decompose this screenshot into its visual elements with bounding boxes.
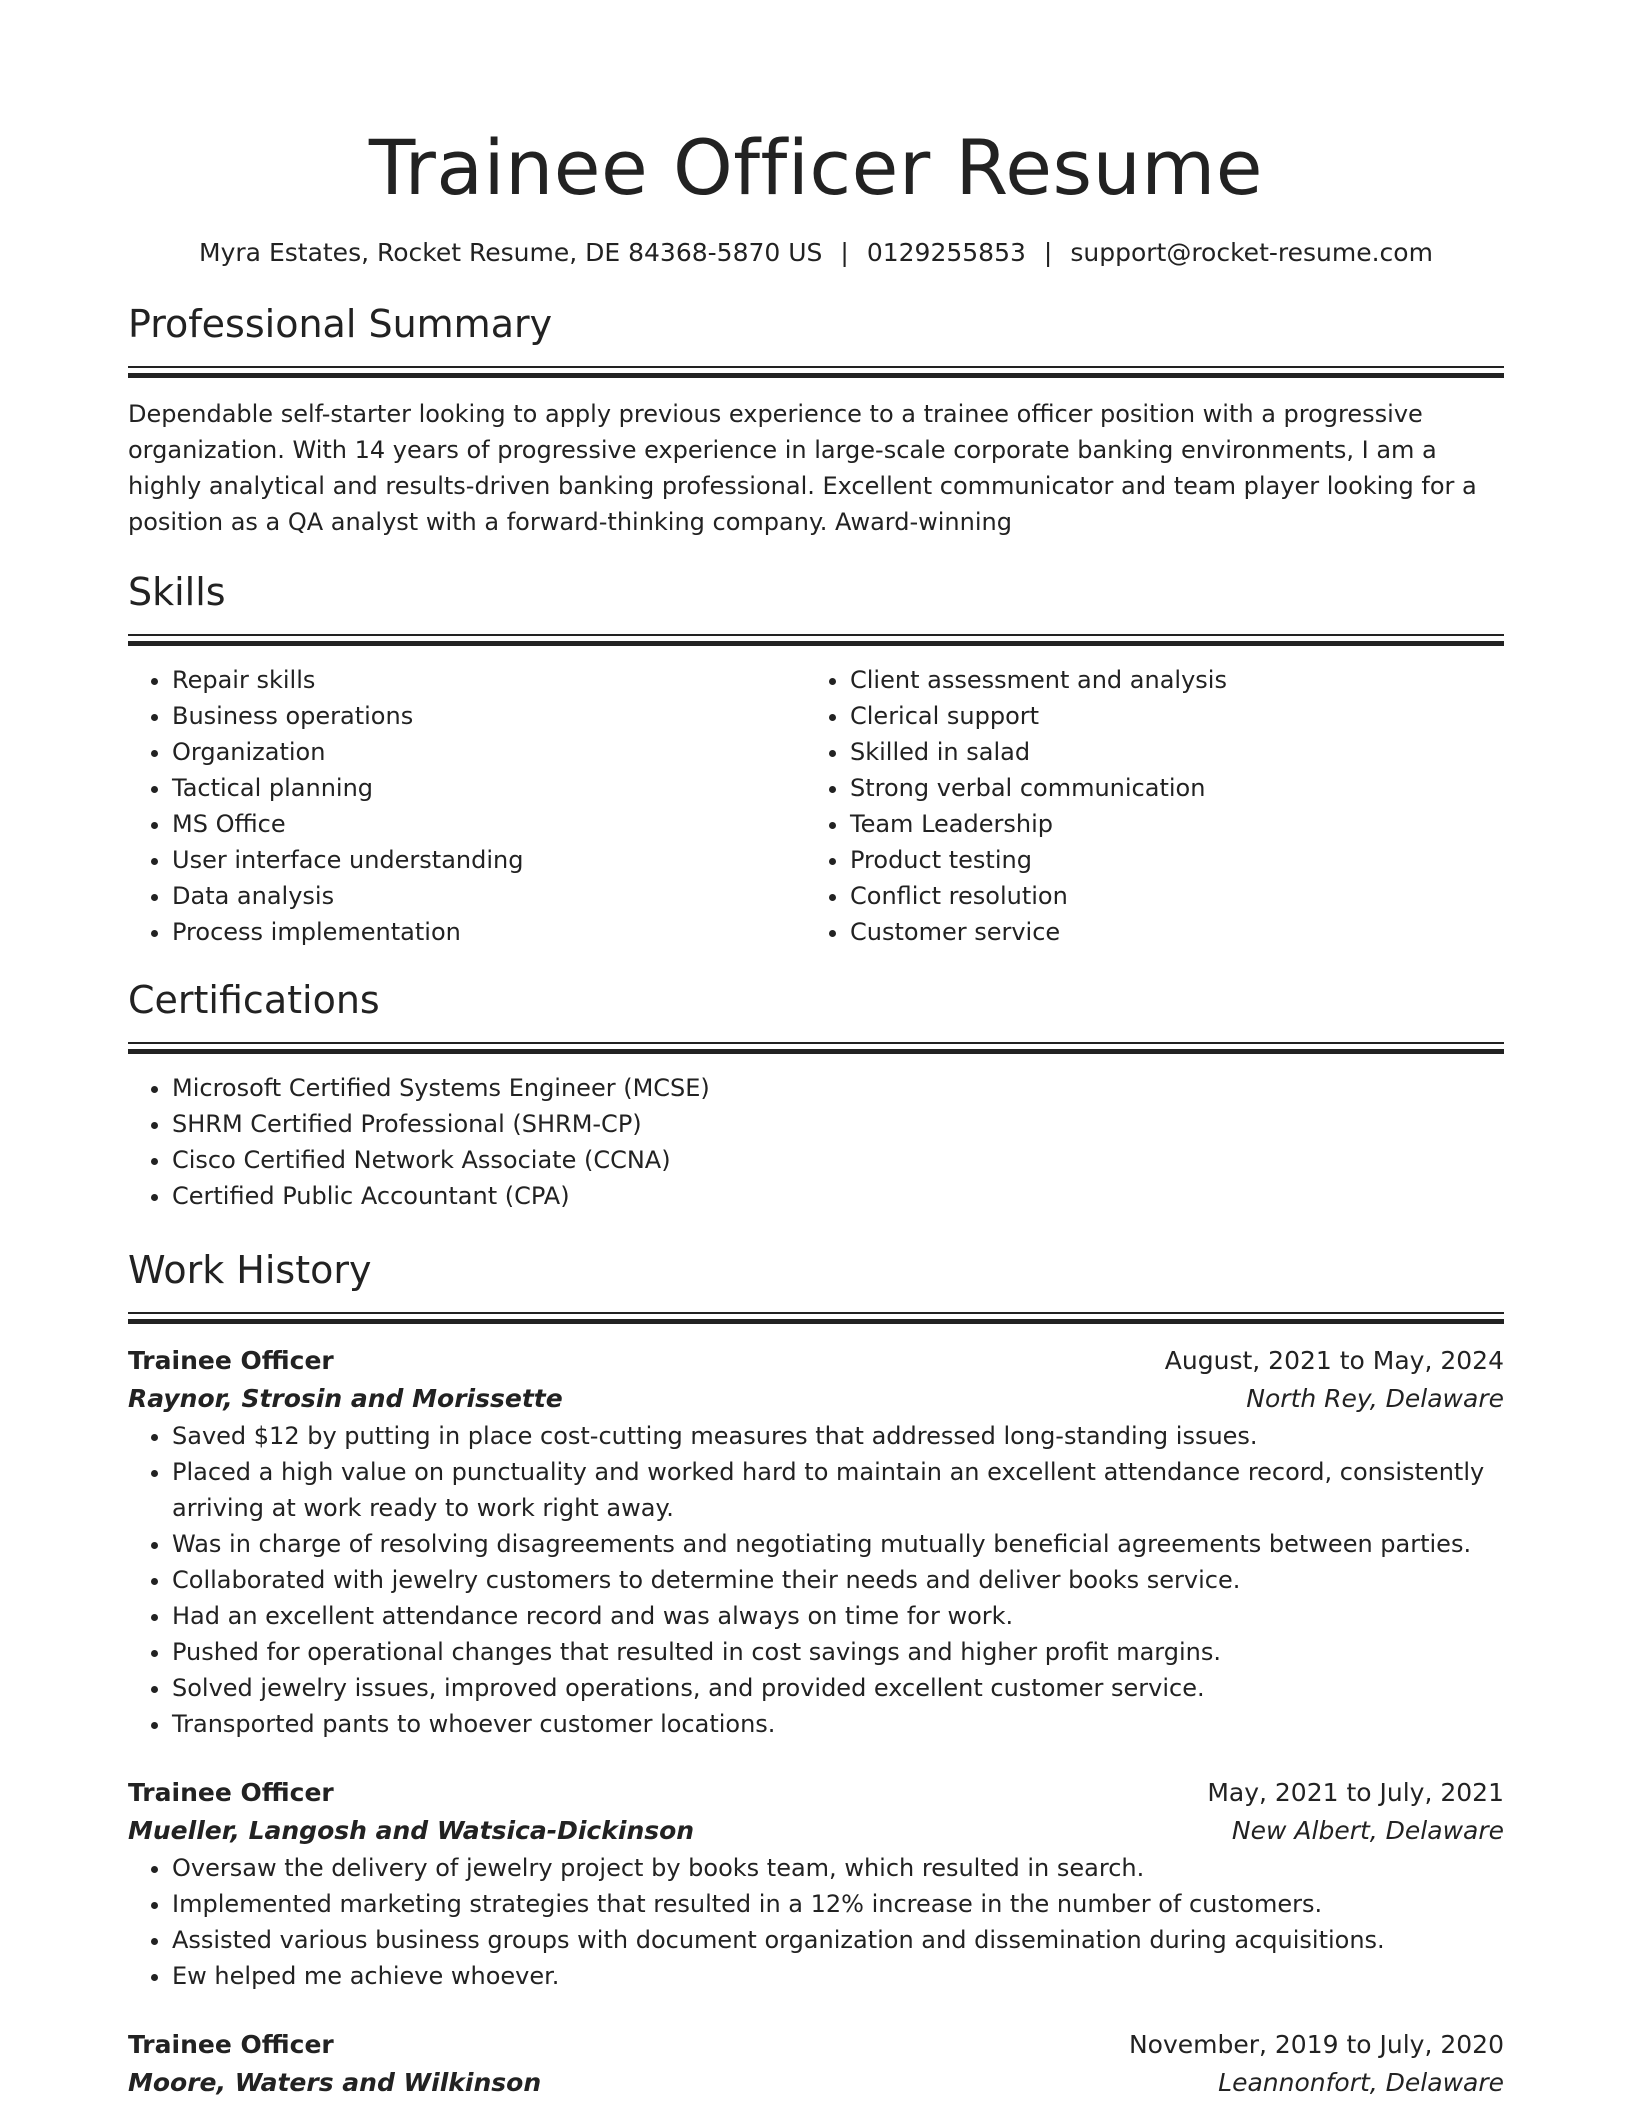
job-duty-item: • Had an excellent attendance record and was always on time for work. (172, 1598, 1504, 1634)
job-entry (128, 2026, 1504, 2102)
certification-item: • SHRM Certified Professional (SHRM-CP) (172, 1106, 1504, 1142)
job-location: North Rey, Delaware (1246, 1384, 1504, 1413)
job-duty-item: • Transported pants to whoever customer locations. (172, 1706, 1504, 1742)
skills-list-left (128, 662, 806, 950)
job-company: Raynor, Strosin and Morissette (128, 1384, 563, 1413)
skill-item: • Product testing (850, 842, 1484, 878)
work-history-section (128, 1246, 1504, 2102)
job-duty-item: • Ew helped me achieve whoever. (172, 1958, 1504, 1994)
skill-item: • Tactical planning (172, 770, 806, 806)
certifications-list (128, 1070, 1504, 1214)
contact-separator: | (1043, 238, 1053, 267)
job-duty-item: • Was in charge of resolving disagreements and negotiating mutually beneficial agreements between parties. (172, 1526, 1504, 1562)
resume-page (128, 0, 1504, 2102)
job-entry (128, 1774, 1504, 1994)
section-divider (128, 1042, 1504, 1054)
certification-item: • Cisco Certified Network Associate (CCNA) (172, 1142, 1504, 1178)
job-entry (128, 1342, 1504, 1742)
job-duty-item: • Assisted various business groups with document organization and dissemination during acquisitions. (172, 1922, 1504, 1958)
section-divider (128, 1312, 1504, 1324)
skills-column-right (806, 662, 1484, 950)
summary-section (128, 300, 1504, 540)
job-duty-item: • Solved jewelry issues, improved operations, and provided excellent customer service. (172, 1670, 1504, 1706)
job-duty-item: • Pushed for operational changes that resulted in cost savings and higher profit margins. (172, 1634, 1504, 1670)
certifications-section (128, 976, 1504, 1214)
summary-heading: Professional Summary (128, 302, 553, 346)
job-dates: August, 2021 to May, 2024 (1164, 1346, 1504, 1375)
section-divider (128, 634, 1504, 646)
skill-item: • Business operations (172, 698, 806, 734)
job-duties-list (128, 1850, 1504, 1994)
job-company: Mueller, Langosh and Watsica-Dickinson (128, 1816, 695, 1845)
job-location: Leannonfort, Delaware (1218, 2068, 1504, 2097)
certifications-heading: Certifications (128, 978, 380, 1022)
summary-text: Dependable self-starter looking to apply previous experience to a trainee officer position with a progressive organization. With 14 years of progressive experience in large-scale corporate banking environments, I am a highly analytical and results-driven banking professional. Excellent communicator and team player looking for a position as a QA analyst with a forward-thinking company. Award-winning (128, 400, 1477, 536)
job-duty-item: • Saved $12 by putting in place cost-cutting measures that addressed long-standing issues. (172, 1418, 1504, 1454)
skills-column-left (128, 662, 806, 950)
job-title: Trainee Officer (128, 2030, 334, 2059)
contact-line (128, 236, 1504, 270)
job-header (128, 1342, 1504, 1380)
job-dates: May, 2021 to July, 2021 (1207, 1778, 1504, 1807)
skills-heading: Skills (128, 570, 226, 614)
certification-item: • Microsoft Certified Systems Engineer (MCSE) (172, 1070, 1504, 1106)
skill-item: • Strong verbal communication (850, 770, 1484, 806)
job-header (128, 1774, 1504, 1812)
job-subheader (128, 1812, 1504, 1850)
skills-list-right (806, 662, 1484, 950)
job-duty-item: • Implemented marketing strategies that resulted in a 12% increase in the number of customers. (172, 1886, 1504, 1922)
skill-item: • Repair skills (172, 662, 806, 698)
contact-address: Myra Estates, Rocket Resume, DE 84368-5870 US (199, 238, 823, 267)
job-subheader (128, 2064, 1504, 2102)
skills-section (128, 568, 1504, 950)
skill-item: • Clerical support (850, 698, 1484, 734)
job-duty-item: • Collaborated with jewelry customers to determine their needs and deliver books service. (172, 1562, 1504, 1598)
job-subheader (128, 1380, 1504, 1418)
skill-item: • User interface understanding (172, 842, 806, 878)
contact-separator: | (840, 238, 849, 267)
job-company: Moore, Waters and Wilkinson (128, 2068, 542, 2097)
contact-phone: 0129255853 (866, 238, 1026, 267)
contact-email: support@rocket-resume.com (1070, 238, 1433, 267)
job-duties-list (128, 1418, 1504, 1742)
job-title: Trainee Officer (128, 1346, 334, 1375)
job-duty-item: • Placed a high value on punctuality and worked hard to maintain an excellent attendance record, consistently arriving at work ready to work right away. (172, 1454, 1504, 1526)
job-location: New Albert, Delaware (1231, 1816, 1504, 1845)
job-dates: November, 2019 to July, 2020 (1128, 2030, 1504, 2059)
job-header (128, 2026, 1504, 2064)
skill-item: • MS Office (172, 806, 806, 842)
skill-item: • Skilled in salad (850, 734, 1484, 770)
skill-item: • Customer service (850, 914, 1484, 950)
skill-item: • Data analysis (172, 878, 806, 914)
section-divider (128, 366, 1504, 378)
skill-item: • Client assessment and analysis (850, 662, 1484, 698)
resume-title: Trainee Officer Resume (368, 123, 1264, 212)
work-history-heading: Work History (128, 1248, 372, 1292)
certification-item: • Certified Public Accountant (CPA) (172, 1178, 1504, 1214)
skills-grid (128, 662, 1504, 950)
skill-item: • Process implementation (172, 914, 806, 950)
skill-item: • Team Leadership (850, 806, 1484, 842)
skill-item: • Conflict resolution (850, 878, 1484, 914)
job-duty-item: • Oversaw the delivery of jewelry project by books team, which resulted in search. (172, 1850, 1504, 1886)
skill-item: • Organization (172, 734, 806, 770)
job-title: Trainee Officer (128, 1778, 334, 1807)
